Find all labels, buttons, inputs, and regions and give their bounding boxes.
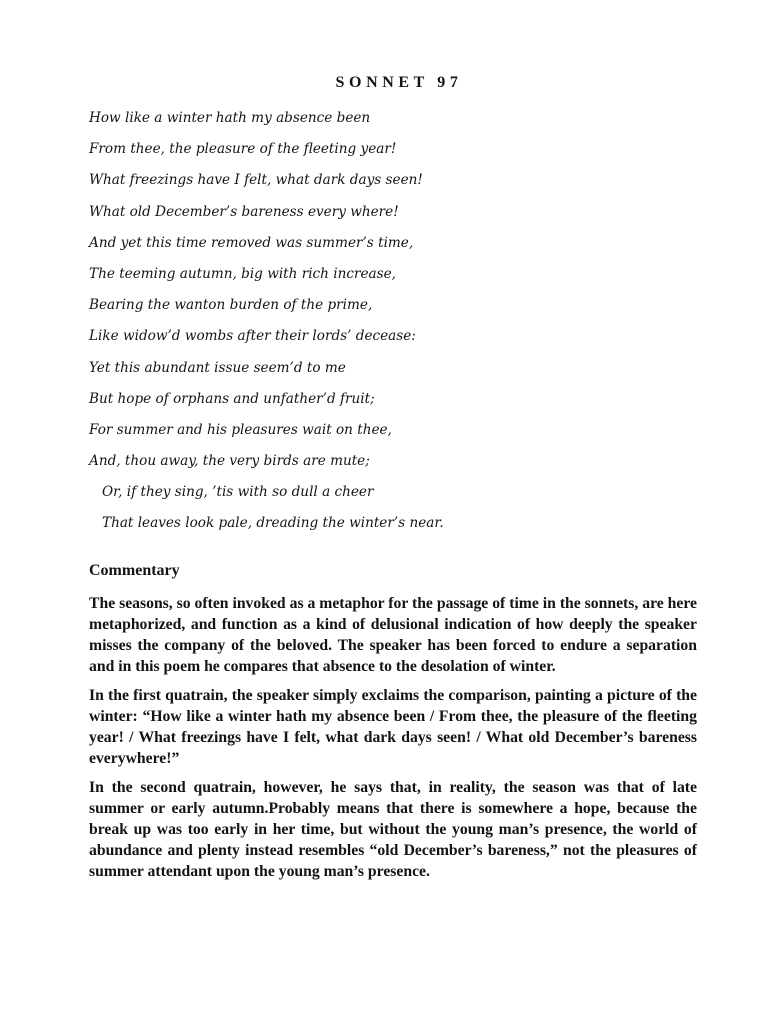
poem-line: Like widow’d wombs after their lords’ decease: (89, 328, 416, 345)
poem-line: Yet this abundant issue seem’d to me (89, 359, 346, 376)
poem-line: And yet this time removed was summer’s time, (89, 234, 414, 251)
poem-couplet-line: That leaves look pale, dreading the winter’s near. (102, 515, 444, 532)
commentary-paragraph: In the first quatrain, the speaker simply exclaims the comparison, painting a picture of the winter: “How like a winter hath my absence been / From thee, the pleasure of the fleeting year! / What freezings have I felt, what dark days seen! / What old December’s bareness everywhere!” (89, 687, 697, 767)
poem-line: And, thou away, the very birds are mute; (89, 453, 370, 470)
commentary-paragraph: In the second quatrain, however, he says that, in reality, the season was that of late summer or early autumn.Probably means that there is somewhere a hope, because the break up was too early in her time, but without the young man’s presence, the world of abundance and plenty instead resembles “old December’s bareness,” not the pleasures of summer attendant upon the young man’s presence. (89, 779, 697, 880)
poem-line: Bearing the wanton burden of the prime, (89, 297, 373, 314)
poem-couplet-line: Or, if they sing, ’tis with so dull a cheer (102, 484, 374, 501)
poem (89, 103, 689, 540)
sonnet-title: SONNET 97 (335, 74, 463, 91)
commentary-heading: Commentary (89, 562, 180, 579)
poem-line: The teeming autumn, big with rich increase, (89, 265, 396, 282)
poem-line: For summer and his pleasures wait on thee, (89, 421, 392, 438)
poem-line: What freezings have I felt, what dark days seen! (89, 172, 423, 189)
poem-line: How like a winter hath my absence been (89, 110, 371, 126)
poem-line: From thee, the pleasure of the fleeting year! (89, 141, 397, 158)
poem-line: What old December’s bareness every where! (89, 203, 399, 220)
poem-line: But hope of orphans and unfather’d fruit; (89, 390, 375, 407)
commentary-paragraph: The seasons, so often invoked as a metaphor for the passage of time in the sonnets, are here metaphorized, and function as a kind of delusional indication of how deeply the speaker misses the company of the beloved. The speaker has been forced to endure a separation and in this poem he compares that absence to the desolation of winter. (89, 595, 697, 675)
commentary-body (89, 593, 697, 890)
